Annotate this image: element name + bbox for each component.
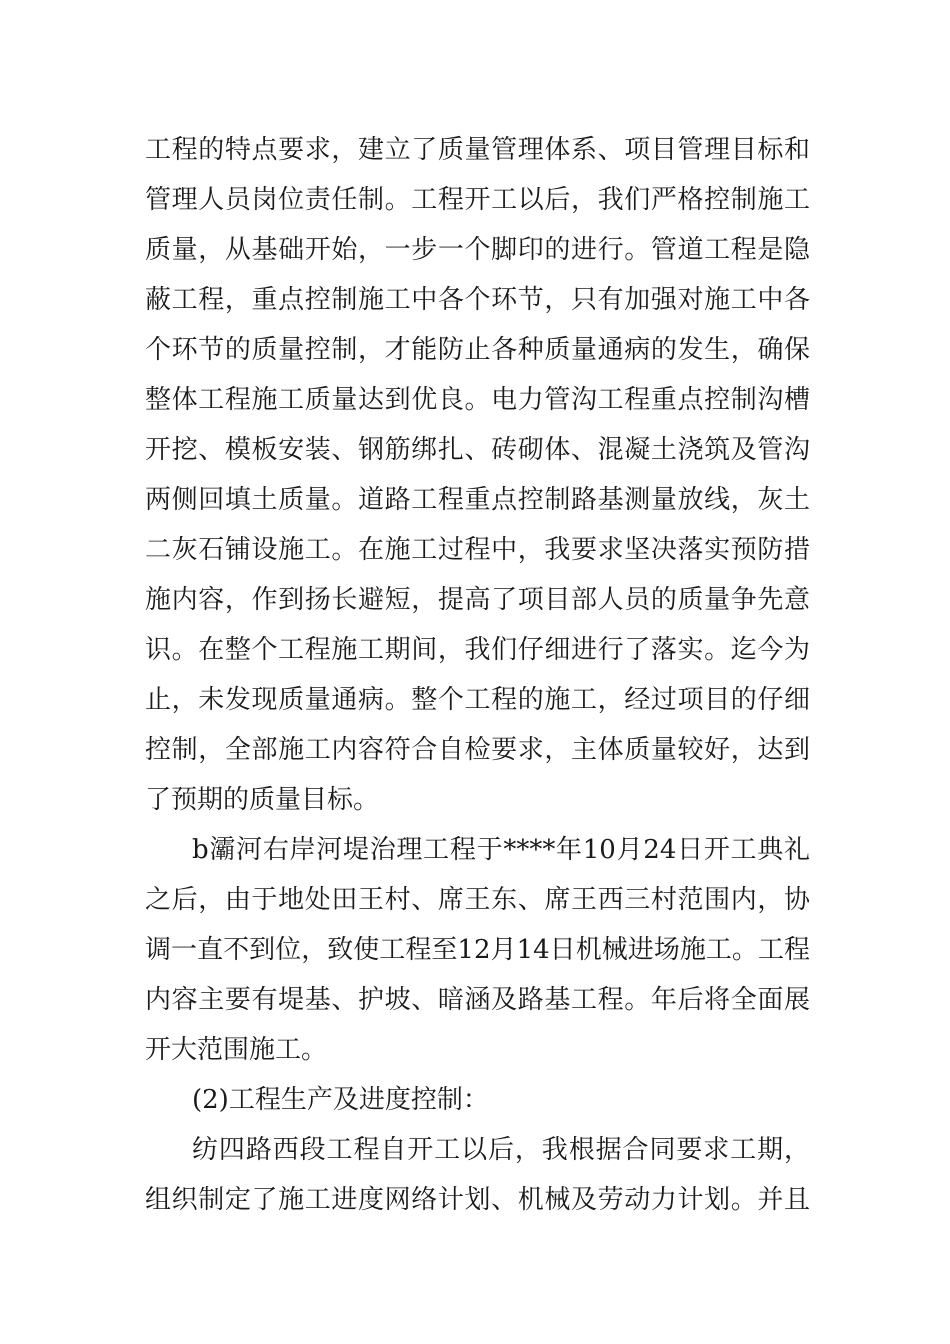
- p1-line-8: 两侧回填土质量。道路工程重点控制路基测量放线，灰土: [145, 485, 810, 515]
- p1-line-12: 止，未发现质量通病。整个工程的施工，经过项目的仔细: [145, 685, 810, 715]
- p1-line-3: 质量，从基础开始，一步一个脚印的进行。管道工程是隐: [145, 235, 810, 265]
- p1-line-7: 开挖、模板安装、钢筋绑扎、砖砌体、混凝土浇筑及管沟: [145, 435, 810, 465]
- p1-line-10: 施内容，作到扬长避短，提高了项目部人员的质量争先意: [145, 585, 810, 615]
- p1-line-1: 工程的特点要求，建立了质量管理体系、项目管理目标和: [145, 135, 810, 165]
- p1-line-2: 管理人员岗位责任制。工程开工以后，我们严格控制施工: [145, 185, 810, 215]
- p1-line-13: 控制，全部施工内容符合自检要求，主体质量较好，达到: [145, 735, 810, 765]
- p4-line-1: 纺四路西段工程自开工以后，我根据合同要求工期，: [192, 1135, 810, 1165]
- p1-line-6: 整体工程施工质量达到优良。电力管沟工程重点控制沟槽: [145, 385, 810, 415]
- p1-line-11: 识。在整个工程施工期间，我们仔细进行了落实。迄今为: [145, 635, 810, 665]
- p4-line-2: 组织制定了施工进度网络计划、机械及劳动力计划。并且: [145, 1185, 810, 1215]
- p1-line-5: 个环节的质量控制，才能防止各种质量通病的发生，确保: [145, 335, 810, 365]
- p2-line-1: b灞河右岸河堤治理工程于****年10月24日开工典礼: [192, 835, 810, 865]
- p1-line-14: 了预期的质量目标。: [145, 785, 380, 815]
- p3-line-1: (2)工程生产及进度控制：: [192, 1085, 489, 1115]
- p2-line-2: 之后，由于地处田王村、席王东、席王西三村范围内，协: [145, 885, 810, 915]
- p2-line-5: 开大范围施工。: [145, 1035, 328, 1065]
- p2-line-4: 内容主要有堤基、护坡、暗涵及路基工程。年后将全面展: [145, 985, 810, 1015]
- p1-line-9: 二灰石铺设施工。在施工过程中，我要求坚决落实预防措: [145, 535, 810, 565]
- p2-line-3: 调一直不到位，致使工程至12月14日机械进场施工。工程: [145, 935, 810, 965]
- p1-line-4: 蔽工程，重点控制施工中各个环节，只有加强对施工中各: [145, 285, 810, 315]
